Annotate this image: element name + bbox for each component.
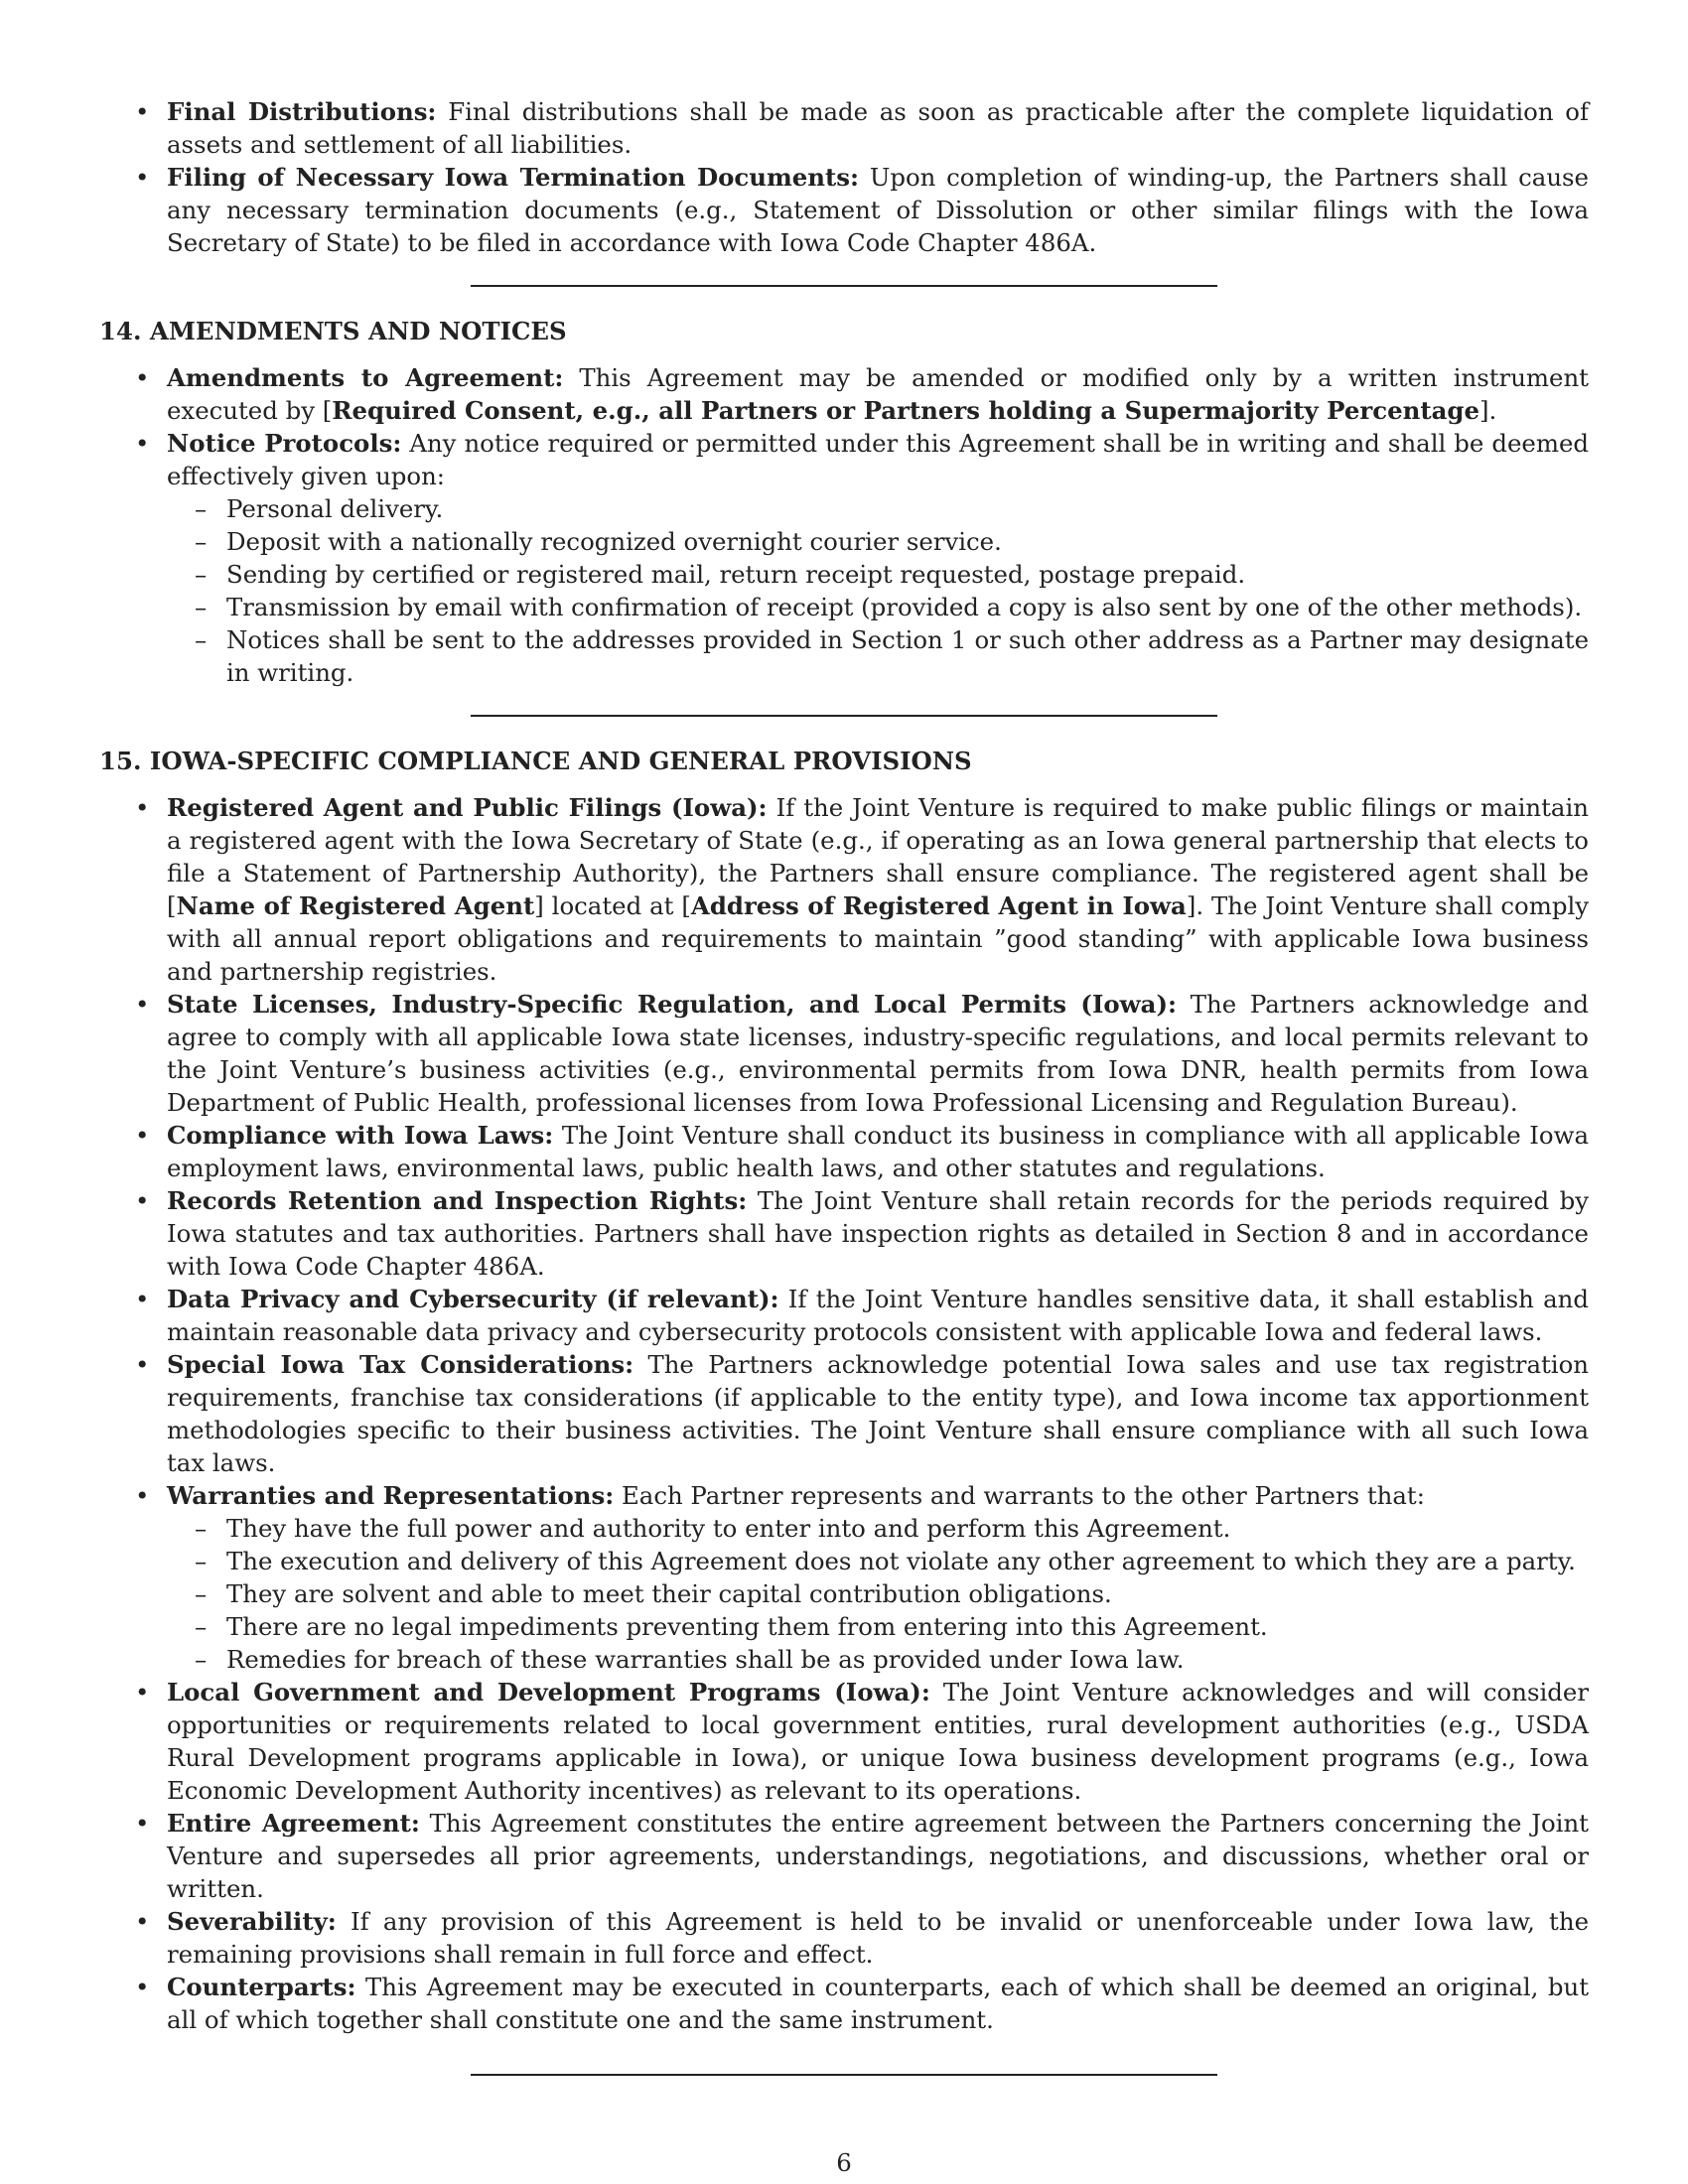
list-item <box>99 95 1589 161</box>
list-item <box>99 1348 1589 1479</box>
page-number: 6 <box>836 2148 852 2177</box>
item-text: The Joint Venture shall conduct its business in compliance with all applicable Iowa employment laws, environmental laws, public health laws, and other statutes and regulations. <box>167 1121 1589 1182</box>
item-text: This Agreement may be executed in counterparts, each of which shall be deemed an original, but all of which together shall constitute one and the same instrument. <box>167 1973 1589 2034</box>
sub-list-item: – The execution and delivery of this Agreement does not violate any other agreement to which they are a party. <box>167 1545 1589 1577</box>
item-label: Severability: <box>167 1907 337 1936</box>
item-text: Each Partner represents and warrants to the other Partners that: <box>621 1481 1425 1510</box>
sub-list-item: – Remedies for breach of these warranties shall be as provided under Iowa law. <box>167 1643 1589 1676</box>
sub-list-item: – Notices shall be sent to the addresses provided in Section 1 or such other address as a Partner may designate in writing. <box>167 623 1589 689</box>
list-item <box>99 1184 1589 1283</box>
compliance-list <box>99 791 1589 2036</box>
sub-list-item: – They have the full power and authority to enter into and perform this Agreement. <box>167 1512 1589 1545</box>
sub-list-item: – Sending by certified or registered mail, return receipt requested, postage prepaid. <box>167 558 1589 591</box>
item-text: Upon completion of winding-up, the Partners shall cause any necessary termination documents (e.g., Statement of Dissolution or other similar filings with the Iowa Secretary of State) to be filed in accordance with Iowa Code Chapter 486A. <box>167 163 1589 257</box>
list-item <box>99 1971 1589 2036</box>
item-label: State Licenses, Industry-Specific Regulation, and Local Permits (Iowa): <box>167 990 1177 1019</box>
list-item <box>99 988 1589 1119</box>
item-label: Final Distributions: <box>167 97 437 126</box>
sub-list-item: – Personal delivery. <box>167 492 1589 525</box>
item-label: Special Iowa Tax Considerations: <box>167 1350 634 1379</box>
placeholder-text: Name of Registered Agent <box>176 891 535 920</box>
item-label: Entire Agreement: <box>167 1809 420 1838</box>
item-label: Compliance with Iowa Laws: <box>167 1121 554 1150</box>
list-item <box>99 1676 1589 1807</box>
sub-list-item: – They are solvent and able to meet their capital contribution obligations. <box>167 1577 1589 1610</box>
amendments-list <box>99 361 1589 689</box>
list-item <box>99 361 1589 427</box>
list-item <box>99 791 1589 988</box>
placeholder-text: Address of Registered Agent in Iowa <box>690 891 1187 920</box>
item-text: The Partners acknowledge and agree to comply with all applicable Iowa state licenses, industry-specific regulations, and local permits relevant to the Joint Venture’s business activities (e.g., environmental permits from Iowa DNR, health permits from Iowa Department of Public Health, professional licenses from Iowa Professional Licensing and Regulation Bureau). <box>167 990 1589 1117</box>
item-text: This Agreement constitutes the entire agreement between the Partners concerning the Joint Venture and supersedes all prior agreements, understandings, negotiations, and discussions, whether oral or written. <box>167 1809 1589 1903</box>
list-item <box>99 1807 1589 1905</box>
item-text: The Joint Venture acknowledges and will consider opportunities or requirements related to local government entities, rural development authorities (e.g., USDA Rural Development programs applicable in Iowa), or unique Iowa business development programs (e.g., Iowa Economic Development Authority incentives) as relevant to its operations. <box>167 1678 1589 1805</box>
sub-list-item: – Transmission by email with confirmation of receipt (provided a copy is also sent by one of the other methods). <box>167 591 1589 623</box>
item-label: Notice Protocols: <box>167 429 402 458</box>
list-item <box>99 427 1589 689</box>
sub-list-item: – There are no legal impediments preventing them from entering into this Agreement. <box>167 1610 1589 1643</box>
notice-methods-list <box>167 492 1589 689</box>
item-label: Filing of Necessary Iowa Termination Documents: <box>167 163 860 192</box>
document-page <box>99 95 1589 2076</box>
section-divider <box>471 2074 1217 2076</box>
item-text: If the Joint Venture handles sensitive data, it shall establish and maintain reasonable data privacy and cybersecurity protocols consistent with applicable Iowa and federal laws. <box>167 1285 1589 1346</box>
item-text: This Agreement may be amended or modified only by a written instrument executed by [ <box>167 363 1589 425</box>
warranties-list <box>167 1512 1589 1676</box>
list-item <box>99 161 1589 259</box>
item-label: Counterparts: <box>167 1973 356 2001</box>
item-label: Amendments to Agreement: <box>167 363 564 392</box>
item-text: If any provision of this Agreement is held to be invalid or unenforceable under Iowa law, the remaining provisions shall remain in full force and effect. <box>167 1907 1589 1969</box>
placeholder-text: Required Consent, e.g., all Partners or Partners holding a Supermajority Percentage <box>332 396 1479 425</box>
winding-up-list <box>99 95 1589 259</box>
section-divider <box>471 715 1217 717</box>
list-item <box>99 1479 1589 1676</box>
list-item <box>99 1283 1589 1348</box>
item-text: The Joint Venture shall retain records for the periods required by Iowa statutes and tax authorities. Partners shall have inspection rights as detailed in Section 8 and in accordance with Iowa Code Chapter 486A. <box>167 1186 1589 1281</box>
item-text: The Partners acknowledge potential Iowa sales and use tax registration requirements, franchise tax considerations (if applicable to the entity type), and Iowa income tax apportionment methodologies specific to their business activities. The Joint Venture shall ensure compliance with all such Iowa tax laws. <box>167 1350 1589 1477</box>
section-divider <box>471 285 1217 287</box>
item-text: Final distributions shall be made as soon as practicable after the complete liquidation of assets and settlement of all liabilities. <box>167 97 1589 159</box>
item-text: ]. <box>1479 396 1497 425</box>
list-item <box>99 1905 1589 1971</box>
item-label: Data Privacy and Cybersecurity (if relevant): <box>167 1285 779 1313</box>
section-heading: 14. AMENDMENTS AND NOTICES <box>99 317 567 345</box>
item-label: Local Government and Development Programs (Iowa): <box>167 1678 930 1706</box>
item-text: ] located at [ <box>534 891 691 920</box>
section-heading: 15. IOWA-SPECIFIC COMPLIANCE AND GENERAL PROVISIONS <box>99 747 972 775</box>
item-label: Records Retention and Inspection Rights: <box>167 1186 748 1215</box>
sub-list-item: – Deposit with a nationally recognized overnight courier service. <box>167 525 1589 558</box>
item-text: ]. The Joint Venture shall comply with all annual report obligations and requirements to maintain ”good standing” with applicable Iowa business and partnership registries. <box>167 891 1590 986</box>
list-item <box>99 1119 1589 1184</box>
item-text: If the Joint Venture is required to make public filings or maintain a registered agent with the Iowa Secretary of State (e.g., if operating as an Iowa general partnership that elects to file a Statement of Partnership Authority), the Partners shall ensure compliance. The registered agent shall be [ <box>167 793 1589 920</box>
item-label: Warranties and Representations: <box>167 1481 615 1510</box>
item-label: Registered Agent and Public Filings (Iowa): <box>167 793 768 822</box>
item-text: Any notice required or permitted under this Agreement shall be in writing and shall be deemed effectively given upon: <box>167 429 1589 490</box>
